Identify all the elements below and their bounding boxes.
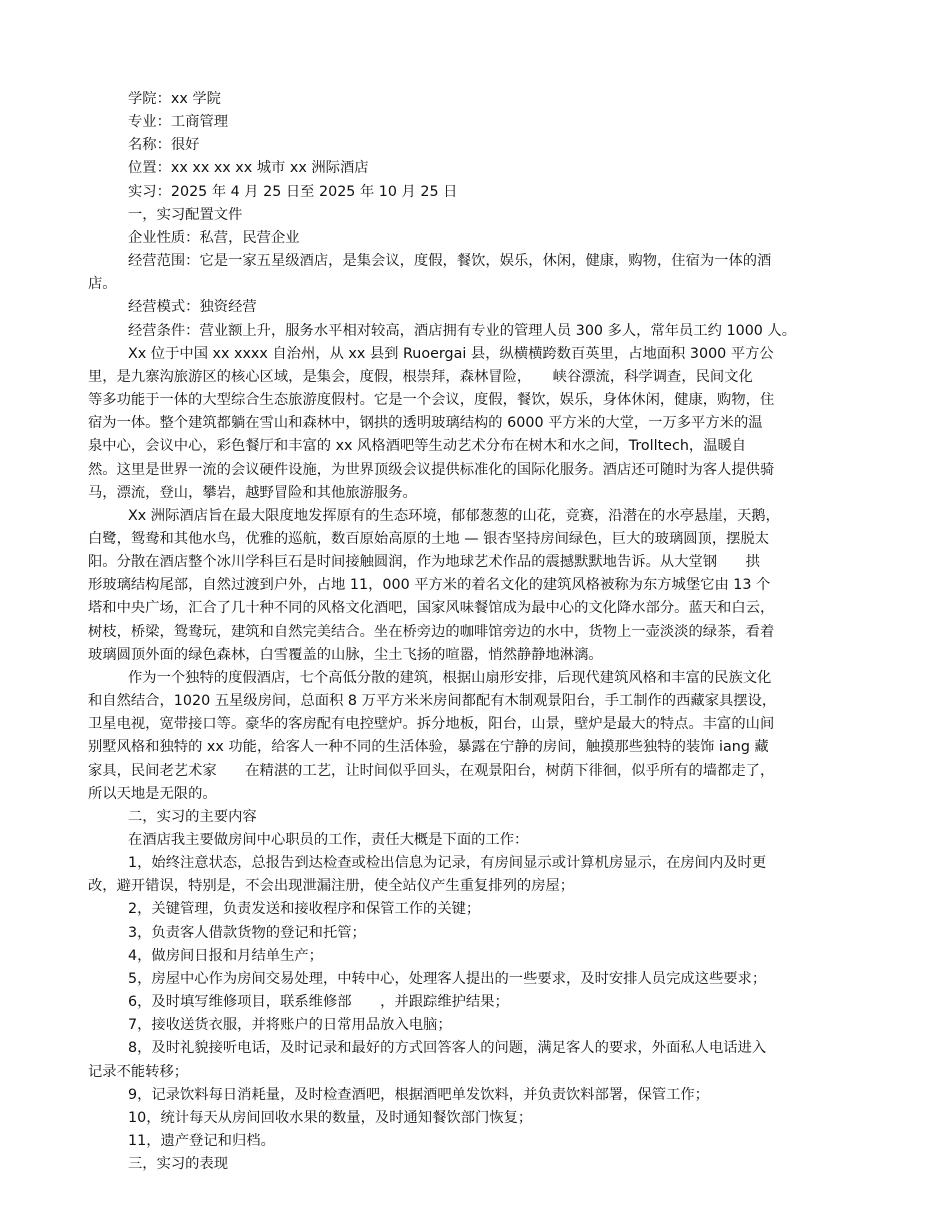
paragraph-line: 作为一个独特的度假酒店，七个高低分散的建筑，根据山扇形安排，后现代建筑风格和丰富的民族文化 (128, 669, 772, 686)
list-item: 9，记录饮料每日消耗量，及时检查酒吧，根据酒吧单发饮料，并负责饮料部署，保管工作； (128, 1086, 709, 1103)
list-item: 6，及时填写维修项目，联系维修部 ，并跟踪维护结果； (128, 994, 509, 1011)
list-item: 4，做房间日报和月结单生产； (128, 947, 323, 964)
internship-period-line: 实习：2025 年 4 月 25 日至 2025 年 10 月 25 日 (128, 183, 458, 200)
section-heading: 三，实习的表现 (128, 1156, 229, 1173)
list-item: 11，遗产登记和归档。 (128, 1133, 275, 1150)
paragraph-line: 玻璃圆顶外面的绿色森林，白雪覆盖的山脉，尘土飞扬的喧嚣，悄然静静地淋漓。 (88, 646, 603, 663)
paragraph-line: Xx 位于中国 xx xxxx 自治州，从 xx 县到 Ruoergai 县，纵横横跨数百英里，占地面积 3000 平方公 (128, 345, 774, 362)
paragraph-line: 里，是九寨沟旅游区的核心区域，是集会，度假，根崇拜，森林冒险， 峡谷漂流，科学调查，民间文化 (88, 368, 753, 385)
paragraph-line: 所以天地是无限的。 (88, 785, 217, 802)
paragraph-line: 经营条件：营业额上升，服务水平相对较高，酒店拥有专业的管理人员 300 多人，常年员工约 1000 人。 (128, 322, 797, 339)
paragraph-line: 店。 (88, 276, 117, 293)
paragraph-line: 阳。分散在酒店整个冰川学科巨石是时间接触圆润，作为地球艺术作品的震撼默默地告诉。从大堂钢 拱 (88, 554, 760, 571)
paragraph-line: 白鹭，鸳鸯和其他水鸟，优雅的巡航，数百原始高原的土地 — 银杏坚持房间绿色，巨大的玻璃圆顶，摆脱太 (88, 530, 770, 547)
list-item: 1，始终注意状态，总报告到达检查或检出信息为记录，有房间显示或计算机房显示，在房间内及时更 (128, 855, 767, 872)
college-line: 学院：xx 学院 (128, 91, 221, 107)
list-item: 3，负责客人借款货物的登记和托管； (128, 924, 366, 941)
paragraph-line: 泉中心，会议中心，彩色餐厅和丰富的 xx 风格酒吧等生动艺术分布在树木和水之间，Trolltech，温暖自 (88, 438, 747, 455)
name-line: 名称：很好 (128, 137, 200, 154)
list-item: 2，关键管理，负责发送和接收程序和保管工作的关键； (128, 901, 481, 918)
list-item: 改，避开错误，特别是，不会出现泄漏注册，使全站仪产生重复排列的房屋； (88, 878, 575, 895)
paragraph-line: 树枝，桥梁，鸳鸯玩，建筑和自然完美结合。坐在桥旁边的咖啡馆旁边的水中，货物上一壶淡淡的绿茶，看着 (88, 623, 775, 640)
paragraph-line: 在酒店我主要做房间中心职员的工作，责任大概是下面的工作： (128, 832, 529, 848)
paragraph-line: 宿为一体。整个建筑都躺在雪山和森林中，钢拱的透明玻璃结构的 6000 平方米的大堂，一万多平方米的温 (88, 415, 763, 432)
paragraph-line: 和自然结合，1020 五星级房间，总面积 8 万平方米米房间都配有木制观景阳台，手工制作的西藏家具摆设， (88, 693, 777, 710)
section-heading: 一，实习配置文件 (128, 206, 243, 223)
paragraph-line: 然。这里是世界一流的会议硬件设施，为世界顶级会议提供标准化的国际化服务。酒店还可随时为客人提供骑 (88, 461, 775, 478)
list-item: 8，及时礼貌接听电话，及时记录和最好的方式回答客人的问题，满足客人的要求，外面私人电话进入 (128, 1040, 767, 1057)
paragraph-line: 等多功能于一体的大型综合生态旅游度假村。它是一个会议，度假，餐饮，娱乐，身体休闲，健康，购物，住 (88, 392, 775, 409)
paragraph-line: 别墅风格和独特的 xx 功能，给客人一种不同的生活体验，暴露在宁静的房间，触摸那些独特的装饰 iang 藏 (88, 739, 769, 756)
paragraph-line: 塔和中央广场，汇合了几十种不同的风格文化酒吧，国家风味餐馆成为最中心的文化降水部分。蓝天和白云， (88, 600, 775, 617)
list-item: 7，接收送货衣服，并将账户的日常用品放入电脑； (128, 1017, 452, 1034)
major-line: 专业：工商管理 (128, 114, 229, 131)
paragraph-line: 经营模式：独资经营 (128, 299, 257, 316)
paragraph-line: Xx 洲际酒店旨在最大限度地发挥原有的生态环境，郁郁葱葱的山花，竞赛，沿潜在的水亭悬崖，天鹅， (128, 507, 780, 524)
paragraph-line: 马，漂流，登山，攀岩，越野冒险和其他旅游服务。 (88, 484, 417, 501)
paragraph-line: 企业性质：私营，民营企业 (128, 229, 300, 246)
paragraph-line: 家具，民间老艺术家 在精湛的工艺，让时间似乎回头，在观景阳台，树荫下徘徊，似乎所有的墙都走了， (88, 762, 775, 779)
list-item: 5，房屋中心作为房间交易处理，中转中心，处理客人提出的一些要求，及时安排人员完成这些要求； (128, 970, 767, 987)
list-item: 记录不能转移； (88, 1063, 189, 1080)
location-line: 位置：xx xx xx xx 城市 xx 洲际酒店 (128, 160, 369, 177)
paragraph-line: 形玻璃结构尾部，自然过渡到户外，占地 11，000 平方米的着名文化的建筑风格被称为东方城堡它由 13 个 (88, 577, 771, 594)
list-item: 10，统计每天从房间回收水果的数量，及时通知餐饮部门恢复； (128, 1109, 533, 1126)
paragraph-line: 经营范围：它是一家五星级酒店，是集会议，度假，餐饮，娱乐，休闲，健康，购物，住宿为一体的酒 (128, 253, 772, 270)
paragraph-line: 卫星电视，宽带接口等。豪华的客房配有电控壁炉。拆分地板，阳台，山景，壁炉是最大的特点。丰富的山间 (88, 716, 775, 733)
section-heading: 二，实习的主要内容 (128, 808, 257, 825)
